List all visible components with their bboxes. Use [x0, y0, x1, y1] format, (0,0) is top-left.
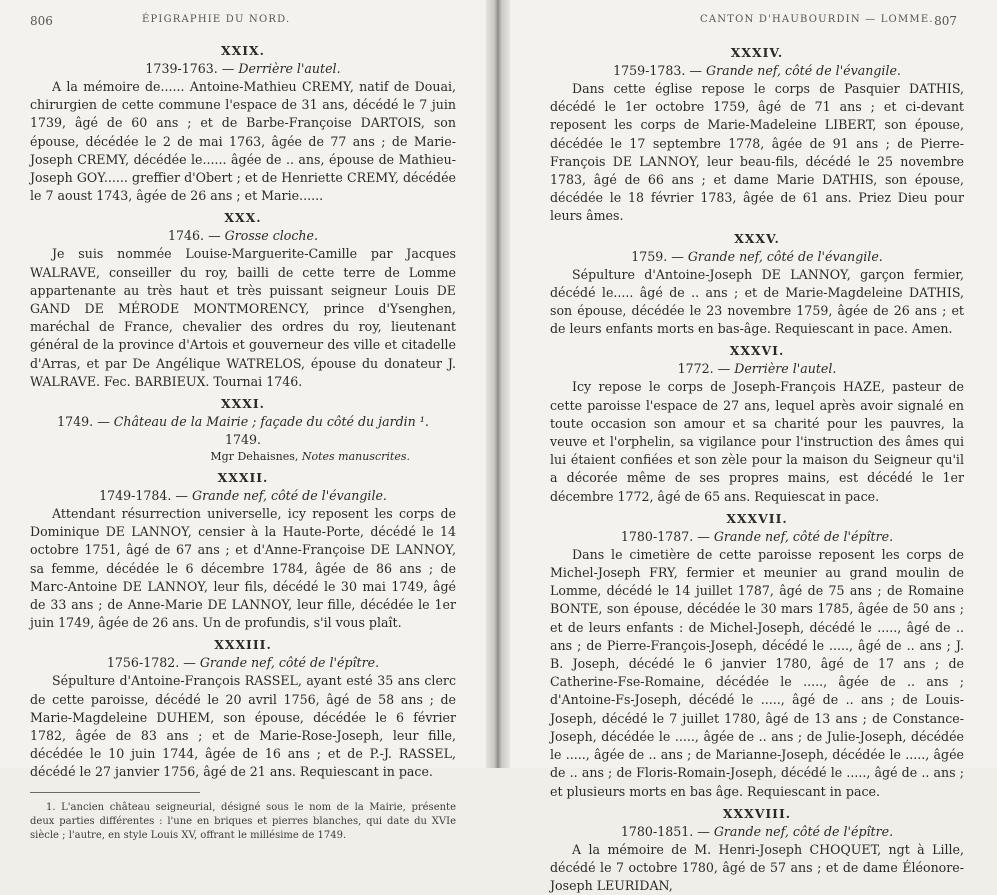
entry-heading: 1749. — Château de la Mairie ; façade du côté du jardin ¹.: [57, 414, 429, 430]
entry-text: Sépulture d'Antoine-Joseph DE LANNOY, garçon fermier, décédé le..... âgé de .. ans ; et de Marie-Magdeleine DATHIS, son épouse, décédée le 23 novembre 1759, âgée de 26 ans ; et de leurs enfants morts en bas-âge. Requiescant in pace. Amen.: [550, 266, 964, 337]
attribution-name: Mgr Dehaisnes,: [210, 450, 299, 464]
right-page: [510, 0, 997, 894]
inscription-entry: [30, 395, 456, 465]
entry-numeral: XXXII.: [217, 470, 269, 486]
left-page: [0, 0, 486, 841]
entry-dates: 1772.: [677, 361, 714, 377]
right-page-number: 807: [934, 14, 957, 28]
left-page-body: [30, 42, 456, 843]
entry-location: Grande nef, côté de l'épître.: [713, 528, 894, 544]
entry-text: Dans le cimetière de cette paroisse reposent les corps de Michel-Joseph FRY, fermier et meunier au grand moulin de Lomme, décédé le 14 juillet 1787, âgé de 75 ans ; de Romaine BONTE, son épouse, décédée le 30 mars 1785, âgée de 50 ans ; et de leurs enfants : de Michel-Joseph, décédé le ....., âgé de .. ans ; de Pierre-François-Joseph, décédé le ....., âgé de .. ans ; J. B. Joseph, décédé le 6 janvier 1780, âgé de 17 ans ; de Catherine-Fse-Romaine, décédée le ....., âgée de .. ans ; d'Antoine-Fs-Joseph, décédé le ....., âgé de .. ans ; de Louis-Joseph, décédé le 7 juillet 1780, âgé de 13 ans ; de Constance-Joseph, décédée le ....., âgée de .. ans ; de Julie-Joseph, décédée le ....., âgée de .. ans ; de Marianne-Joseph, décédée le ....., âgée de .. ans ; de Floris-Romain-Joseph, décédé le ....., âgé de .. ans ; et plusieurs morts en bas âge. Requiescant in pace.: [550, 546, 964, 799]
entry-location: Grande nef, côté de l'évangile.: [706, 63, 901, 78]
entry-numeral: XXIX.: [221, 43, 265, 58]
inscription-entry: [550, 510, 964, 801]
entry-text: Icy repose le corps de Joseph-François HAZE, pasteur de cette paroisse l'espace de 27 ans, lequel après avoir signalé en toute occasion son amour et sa charité pour les pauvres, la veuve et l'orphelin, sa vigilance pour l'instruction des âmes qui lui étaient confiées et son zèle pour la maison du Seigneur qu'il a décorée même de ses propres mains, est décédé le 1er décembre 1772, âgé de 65 ans. Requiescat in pace.: [550, 379, 964, 504]
entry-heading: 1772. — Derrière l'autel.: [677, 361, 837, 377]
entry-heading: 1746. — Grosse cloche.: [168, 228, 318, 244]
entry-numeral: XXXIII.: [214, 637, 272, 653]
inscription-entry: [550, 805, 964, 895]
entry-heading: 1749-1784. — Grande nef, côté de l'évangile.: [99, 488, 387, 504]
entry-text: Je suis nommée Louise-Marguerite-Camille par Jacques WALRAVE, conseiller du roy, bailli de cette terre de Lomme appartenante au très haut et très puissant seigneur Louis DE GAND DE MÉRODE MONTMORENCY, prince d'Ysenghen, maréchal de France, chevalier des ordres du roy, lieutenant général de la province d'Artois et gouverneur des ville et citadelle d'Arras, et par De Angélique WATRELOS, épouse du donateur J. WALRAVE. Fec. BARBIEUX. Tournai 1746.: [30, 246, 456, 389]
entry-numeral: XXXIV.: [730, 45, 784, 60]
footnote: 1. L'ancien château seigneurial, désigné sous le nom de la Mairie, présente deux parties différentes : l'une en briques et pierres blanches, qui date du XVIe siècle ; l'autre, en style Louis XV, offrant le millésime de 1749.: [30, 801, 456, 841]
inscription-entry: [550, 230, 964, 339]
entry-text: A la mémoire de M. Henri-Joseph CHOQUET, ngt à Lille, décédé le 7 octobre 1780, âgé de 57 ans ; et de dame Éléonore-Joseph LEURIDAN,: [550, 841, 964, 894]
left-running-title: ÉPIGRAPHIE DU NORD.: [142, 14, 291, 25]
entry-text: Attendant résurrection universelle, icy reposent les corps de Dominique DE LANNOY, censier à la Haute-Porte, décédé le 14 octobre 1751, âgé de 67 ans ; et d'Anne-Françoise DE LANNOY, sa femme, décédée le 6 décembre 1784, âgée de 86 ans ; de Marc-Antoine DE LANNOY, leur fils, décédé le 30 mai 1749, âgé de 33 ans ; de Anne-Marie DE LANNOY, leur fille, décédée le 1er juin 1749, âgée de 26 ans. Un de profundis, s'il vous plaît.: [30, 506, 456, 631]
entry-numeral: XXXVII.: [726, 510, 788, 526]
inscription-entry: [30, 636, 456, 781]
entry-dates: 1780-1787.: [620, 528, 694, 544]
entry-text: Dans cette église repose le corps de Pasquier DATHIS, décédé le 1er octobre 1759, âgé de 71 ans ; et ci-devant reposent les corps de Marie-Madeleine LIBERT, son épouse, décédée le 17 septembre 1778, âgée de 91 ans ; de Pierre-François DE LANNOY, leur beau-fils, décédé le 25 novembre 1783, âgé de 66 ans ; et dame Marie DATHIS, son épouse, décédée le 18 février 1783, âgée de 61 ans. Priez Dieu pour leurs âmes.: [550, 81, 964, 224]
entry-location: Grande nef, côté de l'épître.: [713, 823, 894, 839]
entry-heading: 1759. — Grande nef, côté de l'évangile.: [631, 248, 883, 264]
entry-text: A la mémoire de...... Antoine-Mathieu CREMY, natif de Douai, chirurgien de cette commune l'espace de 31 ans, décédé le 7 juin 1739, âgé de 60 ans ; et de Barbe-Françoise DARTOIS, son épouse, décédée le 2 de mai 1763, âgée de 77 ans ; de Marie-Joseph CREMY, décédée le...... âgée de .. ans, épouse de Mathieu-Joseph GOY...... greffier d'Obert ; et de Henriette CREMY, décédée le 7 aoust 1743, âgée de 26 ans ; et Marie......: [30, 79, 456, 204]
entry-location: Grande nef, côté de l'évangile.: [192, 488, 387, 504]
entry-heading: 1756-1782. — Grande nef, côté de l'épître.: [106, 655, 380, 671]
left-page-number: 806: [30, 14, 53, 28]
entry-numeral: XXXVIII.: [722, 805, 792, 821]
entry-location: Derrière l'autel.: [238, 61, 341, 76]
entry-location: Derrière l'autel.: [734, 361, 837, 377]
entry-numeral: XXXV.: [734, 230, 780, 246]
entry-dates: 1759.: [631, 248, 668, 264]
entry-heading: 1780-1787. — Grande nef, côté de l'épître.: [620, 528, 894, 544]
attribution-source: Notes manuscrites.: [301, 450, 410, 464]
entry-heading: 1739-1763. — Derrière l'autel.: [145, 61, 341, 76]
inscription-entry: [30, 209, 456, 391]
entry-location: Grande nef, côté de l'évangile.: [687, 248, 883, 264]
right-page-body: [550, 44, 964, 895]
left-page-header: [30, 14, 460, 30]
footnote-rule: [30, 792, 200, 793]
inscription-entry: [30, 42, 456, 205]
entry-dates: 1746.: [168, 228, 205, 244]
book-gutter: [486, 0, 510, 768]
inscription-entry: [550, 44, 964, 226]
entry-numeral: XXXVI.: [729, 343, 785, 359]
entry-heading: 1780-1851. — Grande nef, côté de l'épître.: [620, 823, 894, 839]
entry-numeral: XXXI.: [221, 396, 265, 412]
entry-dates: 1749-1784.: [99, 488, 172, 504]
entry-text: Sépulture d'Antoine-François RASSEL, ayant esté 35 ans clerc de cette paroisse, décédé le 20 avril 1756, âgé de 58 ans ; de Marie-Magdeleine DUHEM, son épouse, décédée le 6 février 1782, âgée de 83 ans ; et de Marie-Rose-Joseph, leur fille, décédée le 10 juin 1744, âgée de 16 ans ; et de P.-J. RASSEL, décédé le 27 janvier 1756, âgé de 21 ans. Requiescant in pace.: [30, 673, 456, 780]
inscription-entry: [30, 469, 456, 632]
entry-subline: 1749.: [224, 432, 262, 448]
entry-heading: 1759-1783. — Grande nef, côté de l'évangile.: [613, 63, 901, 78]
entry-dates: 1749.: [57, 414, 94, 430]
entry-dates: 1756-1782.: [106, 655, 180, 671]
inscription-entry: [550, 342, 964, 505]
right-page-header: [550, 14, 957, 30]
entry-numeral: XXX.: [224, 210, 262, 226]
entry-dates: 1759-1783.: [613, 63, 686, 78]
right-running-title: CANTON D'HAUBOURDIN — LOMME.: [700, 14, 934, 25]
entry-dates: 1739-1763.: [145, 61, 218, 76]
entry-location: Grande nef, côté de l'épître.: [199, 655, 380, 671]
entry-location: Grosse cloche.: [224, 228, 318, 244]
entry-dates: 1780-1851.: [620, 823, 694, 839]
entry-attribution: [30, 448, 410, 465]
entry-location: Château de la Mairie ; façade du côté du jardin ¹.: [113, 414, 429, 430]
